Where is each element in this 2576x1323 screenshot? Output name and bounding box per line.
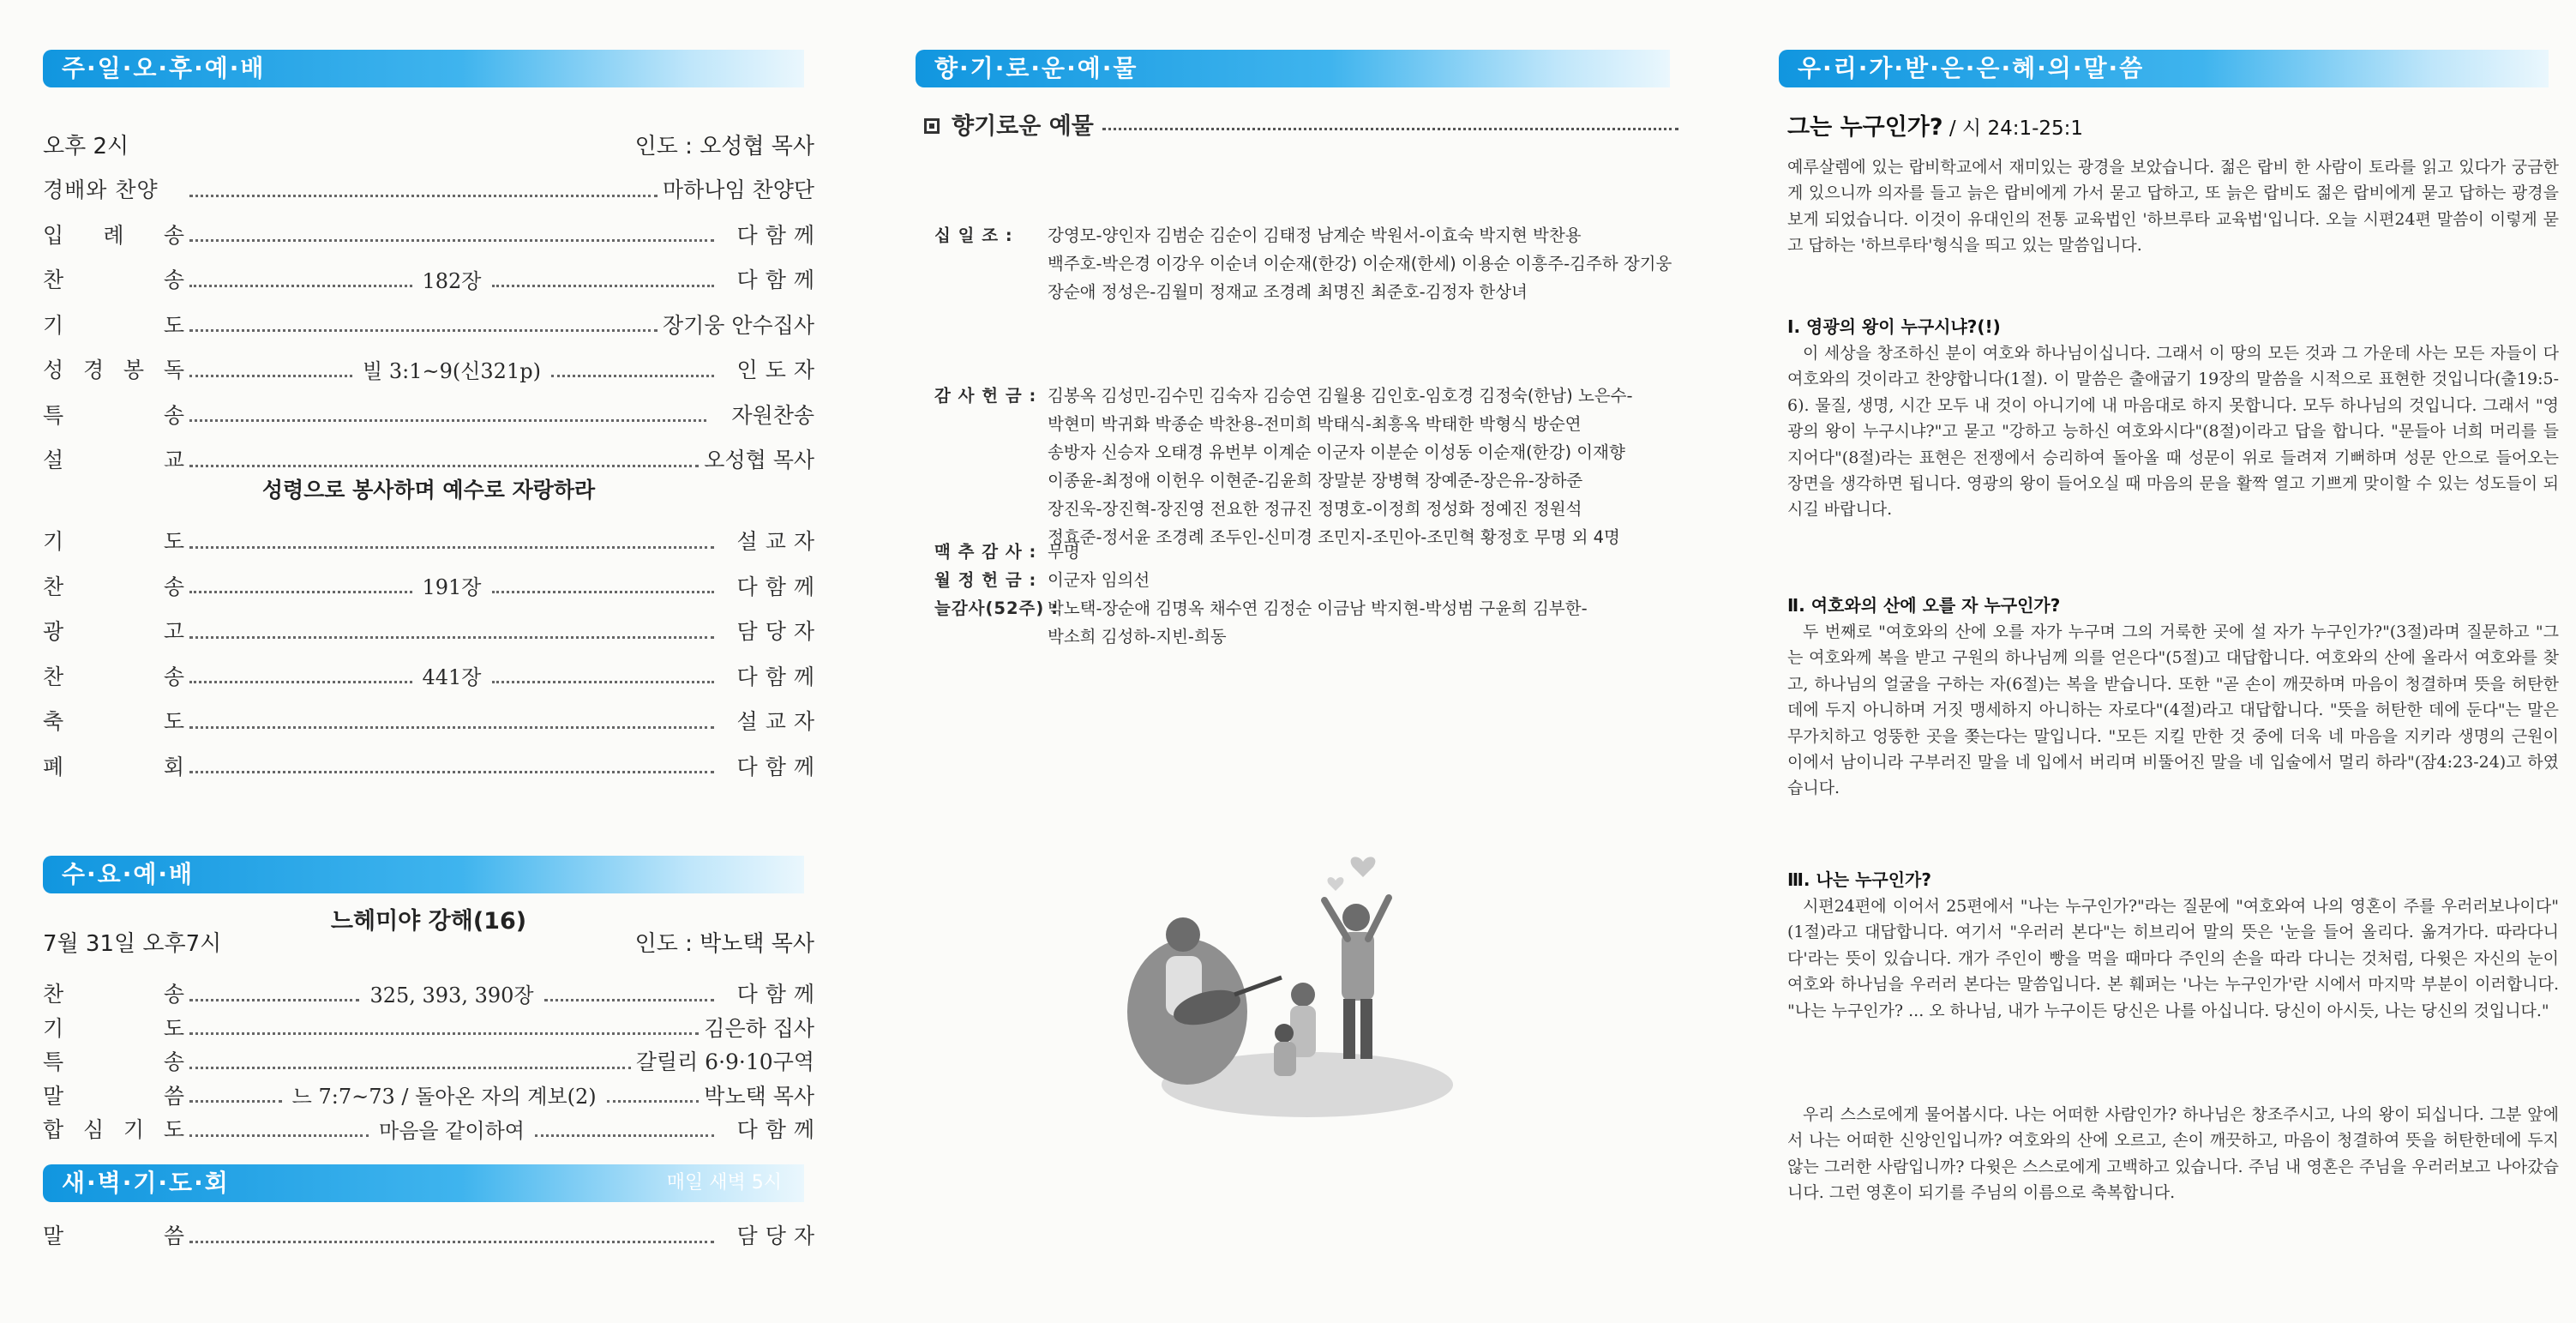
order-label: 기 도 [43,1015,184,1041]
order-label: 특 송 [43,1049,184,1074]
banner-title: 우·리·가·받·은·은·혜·의·말·씀 [1798,54,2145,82]
order-label: 경배와 찬양 [43,177,159,202]
order-detail: 182장 [422,268,482,293]
order-label: 설 교 [43,448,184,472]
order-label: 찬 송 [43,574,184,599]
offering-title: 향기로운 예물 [952,113,1094,140]
order-label: 기 도 [43,312,184,338]
order-row [43,976,823,1010]
order-value: 갈릴리 6·9·10구역 [635,1049,814,1074]
offering-group [934,221,1706,306]
section-body: 시편24편에 이어서 25편에서 "나는 누구인가?"라는 질문에 "여호와여 나의 영혼이 주를 우러러보나이다"(1절)라고 대답합니다. 여기서 "우러러 본다"는 히브리어 말의 뜻은 '눈을 들어 올리다. 옮겨가다. 따라다니다'라는 뜻이 있습니다. 개가 주인이 빵을 먹을 때마다 주인의 손을 따라 다니는 것처럼, 다윗은 자신의 눈이 여호와 하나님을 우러러 본다는 말씀입니다. 본 훼퍼는 '나는 누구인가'란 시에서 마지막 부분이 이러합니다. "나는 누구인가? ... 오 하나님, 내가 누구이든 당신은 나를 아십니다. 당신이 아시듯, 나는 당신의 것입니다." [1787,897,2560,1020]
offering-category: 월 정 헌 금 : [934,570,1037,590]
closing-paragraph: 우리 스스로에게 물어봅시다. 나는 어떠한 사람인가? 하나님은 창조주시고, 나의 왕이 되십니다. 그분 앞에서 나는 어떠한 신앙인입니까? 여호와의 산에 오르고, 손이 깨끗하고, 마음이 청결하여 뜻을 허탄한데에 두지 않는 그러한 사람입니까? 다윗은 스스로에게 고백하고 있습니다. 주님 내 영혼은 주님을 우러러보고 나아갔습니다. 그런 영혼이 되기를 주님의 이름으로 축복합니다. [1787,1105,2559,1203]
wednesday-date: 7월 31일 오후7시 [43,931,222,957]
offering-group [934,382,1706,551]
section-body: 두 번째로 "여호와의 산에 오를 자가 누구며 그의 거룩한 곳에 설 자가 누구인가?"(3절)라며 질문하고 "그는 여호와께 복을 받고 구원의 하나님께 의를 얻은다"(5절)고 대답합니다. 여호와의 산에 올라서 여호와를 찾고, 하나님의 얼굴을 구하는 자(6절)는 복을 받습니다. 또한 "곧 손이 깨끗하며 마음이 청결하며 뜻을 허탄한 데에 두지 아니하며 거짓 맹세하지 아니하는 자로다"(4절)라고 대답합니다. "뜻을 허탄한 데에 둔다"는 말은 무가치하고 엉뚱한 곳을 쫒는다는 말입니다. "모든 지킬 만한 것 중에 더욱 네 마음을 지키라 생명의 근원이 이에서 남이니라 구부러진 말을 네 입에서 버리며 비뚤어진 말을 네 입술에서 멀리 하라"(잠4:23-24)고 하였습니다. [1787,622,2559,798]
order-label: 합 심 기 도 [43,1117,184,1142]
order-row [43,442,814,476]
message-reference: / 시 24:1-25:1 [1943,117,2084,140]
offering-names: 김봉옥 김성민-김수민 김숙자 김승연 김월용 김인호-임호경 김정숙(한남) 노은수- 박현미 박귀화 박종순 박찬용-전미희 박태식-최흥옥 박태한 박형식 방순연 송방자 신승자 오태경 유번부 이계순 이군자 이분순 이성동 이순재(한강) 이재향 이종윤-최정애 이헌우 이현준-김윤희 장말분 장병혁 장예준-장은유-장하준 장진욱-장진혁-장진영 전요한 정규진 정명호-이정희 정성화 정예진 정원석 정효준-정서윤 조경례 조두인-신미경 조민지-조민아-조민혁 황정호 무명 외 4명 [1048,386,1633,547]
order-value: 김은하 집사 [704,1015,814,1041]
offering-category: 맥 추 감 사 : [934,542,1037,562]
order-row [43,1043,814,1078]
order-detail: 마음을 같이하여 [379,1118,525,1143]
order-label: 광 고 [43,619,184,644]
order-value: 다함께 [736,574,822,599]
offering-category: 늘감사(52주) : [934,598,1059,618]
order-label: 말 씀 [43,1083,184,1109]
message-title: 그는 누구인가? [1787,114,1943,141]
order-row [43,1010,814,1044]
service-leader: 인도 : 오성협 목사 [634,134,814,159]
order-row [43,749,822,783]
order-label: 성 경 봉 독 [43,358,184,382]
offering-banner [916,50,1670,87]
offering-category: 십 일 조 : [934,226,1013,245]
order-row [43,703,822,737]
service-time: 오후 2시 [43,134,129,159]
section-heading: Ⅱ. 여호와의 산에 오를 자 누구인가? [1787,595,2061,616]
wednesday-sermon-title: 느헤미야 강해(16) [330,908,527,935]
offering-names: 강영모-양인자 김범순 김순이 김태정 남계순 박원서-이효숙 박지현 박찬용 백주호-박은경 이강우 이순녀 이순재(한강) 이순재(한세) 이용순 이흥주-김주하 장기웅 장순애 정성은-김월미 정재교 조경례 최명진 최준호-김정자 한상녀 [1048,226,1672,302]
banner-title: 향·기·로·운·예·물 [934,54,1138,82]
wednesday-banner [43,856,804,893]
worship-order-column [43,0,823,1323]
sermon-banner [1779,50,2549,87]
order-value: 다함께 [736,222,822,248]
order-detail: 325, 393, 390장 [369,983,534,1007]
order-detail: 441장 [422,665,482,689]
offering-group [934,538,1706,566]
order-value: 자원찬송 [731,402,814,428]
order-row [43,352,822,386]
order-label: 입 례 송 [43,222,184,248]
order-value: 다함께 [736,754,822,779]
order-label: 찬 송 [43,268,184,292]
order-detail: 빌 3:1~9(신321p) [363,358,541,383]
square-bullet-icon [924,118,940,134]
section-heading: Ⅰ. 영광의 왕이 누구시냐?(!) [1787,316,2001,337]
offering-group [934,566,1706,594]
order-row [43,1218,822,1252]
offering-names: 무명 [1048,542,1080,562]
banner-title: 수·요·예·배 [62,860,195,888]
offering-title-line [924,107,1678,141]
section-body: 이 세상을 창조하신 분이 여호와 하나님이십니다. 그래서 이 땅의 모든 것과 그 가운데 사는 모든 자들이 다 여호와의 것이라고 찬양합니다(1절). 이 말씀은 출애굽기 19장의 말씀을 시적으로 표현한 것입니다(출19:5-6). 물질, 생명, 시간 모두 내 것이 아니기에 내 마음대로 하지 못합니다. 모두 하나님의 것입니다. 그래서 "영광의 왕이 누구시냐?"고 묻고 "강하고 능하신 여호와시다"(8절)이라고 답을 합니다. "문들아 너희 머리를 들지어다"(8절)라는 표현은 전쟁에서 승리하여 돌아올 때 성문이 위로 들려져 기뻐하며 성문 안으로 들어오는 장면을 생각하면 됩니다. 영광의 왕이 들어오실 때 마음의 문을 활짝 열고 기쁘게 맞이할 수 있는 성도들이 되시길 바랍니다. [1787,344,2559,520]
order-row [43,1111,823,1146]
order-detail: 191장 [422,575,482,599]
order-detail: 느 7:7~73 / 돌아온 자의 계보(2) [291,1085,597,1109]
order-row [43,568,822,603]
order-value: 인도자 [736,358,822,382]
wednesday-header-line [43,926,814,958]
order-label: 찬 송 [43,664,184,689]
offering-category: 감 사 헌 금 : [934,386,1037,406]
order-row [43,1078,814,1112]
banner-title: 주·일·오·후·예·배 [62,54,266,82]
wednesday-leader: 인도 : 박노택 목사 [634,931,814,957]
order-row [43,262,822,296]
order-row [43,658,822,693]
sermon-title: 성령으로 봉사하며 예수로 자랑하라 [261,478,596,502]
order-value: 오성협 목사 [704,448,814,472]
order-label: 말 씀 [43,1224,184,1248]
order-row [43,307,814,341]
offering-group [934,594,1706,651]
order-value: 설교자 [736,529,822,554]
order-row [43,523,822,557]
order-value: 다함께 [736,664,822,689]
order-value: 마하나임 찬양단 [663,177,814,202]
sunday-header-line [43,129,814,160]
order-label: 찬 송 [43,982,184,1007]
worship-family-illustration [1106,836,1483,1128]
dawn-time: 매일 새벽 5시 [666,1172,782,1194]
order-value: 다함께 [736,1117,823,1142]
offering-column [900,0,1672,1323]
order-row [43,171,814,206]
order-value: 담당자 [736,619,822,644]
offering-names: 박노택-장순애 김명옥 채수연 김정순 이금남 박지현-박성범 구윤희 김부한- 박소희 김성하-지빈-희동 [1048,598,1588,646]
order-value: 박노택 목사 [704,1083,814,1109]
order-value: 설교자 [736,709,822,734]
sermon-column [1779,0,2559,1323]
order-value: 다함께 [736,268,822,292]
banner-title: 새·벽·기·도·회 [62,1169,230,1197]
order-row [43,397,814,431]
order-label: 폐 회 [43,754,184,779]
order-value: 담당자 [736,1224,822,1248]
order-value: 장기웅 안수집사 [663,312,814,338]
offering-names: 이군자 임의선 [1048,570,1150,590]
section-heading: Ⅲ. 나는 누구인가? [1787,869,1931,890]
sunday-afternoon-banner [43,50,804,87]
order-row [43,217,822,251]
order-row [43,613,822,647]
order-label: 특 송 [43,402,184,428]
intro-paragraph: 예루살렘에 있는 랍비학교에서 재미있는 광경을 보았습니다. 젊은 랍비 한 사람이 토라를 읽고 있다가 궁금한게 있으니까 의자를 들고 늙은 랍비에게 가서 묻고 답하고, 또 늙은 랍비도 젊은 랍비에게 묻고 답하는 광경을 보게 되었습니다. 이것이 유대인의 전통 교육법인 '하브루타 교육법'입니다. 오늘 시편24편 말씀이 이렇게 묻고 답하는 '하브루타'형식을 띄고 있는 말씀입니다. [1787,158,2559,256]
order-label: 기 도 [43,529,184,554]
dawn-prayer-banner [43,1164,804,1202]
order-label: 축 도 [43,709,184,734]
message-title-line [1787,108,2083,141]
order-value: 다함께 [736,982,823,1007]
